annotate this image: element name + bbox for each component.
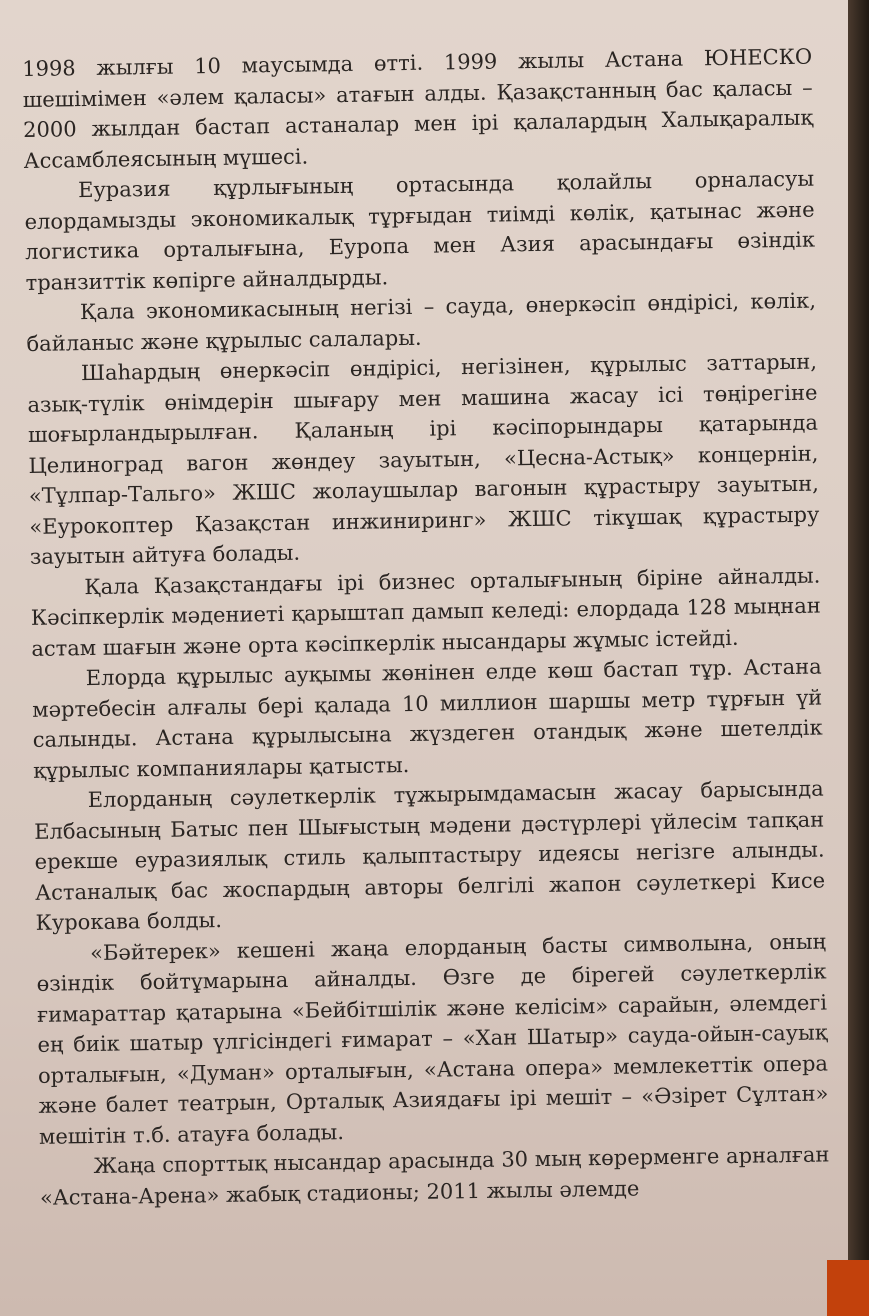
paragraph-1: 1998 жылғы 10 маусымда өтті. 1999 жылы Астана ЮНЕСКО шешімімен «әлем қаласы» атағын алды. Қазақстанның бас қаласы – 2000 жылдан бастап астаналар мен ірі қалалардың Халықаралық Ассамблеясының мүшесі. — [22, 44, 814, 173]
paragraph-7: Елорданың сәулеткерлік тұжырымдамасын жасау барысында Елбасының Батыс пен Шығыстың мәдени дәстүрлері үйлесім тапқан ерекше еуразиялық стиль қалыптастыру идеясы негізге алынды. Астаналық бас жоспардың авторы белгілі жапон сәулеткері Кисе Курокава болды. — [34, 776, 826, 935]
paragraph-2: Еуразия құрлығының ортасында қолайлы орналасуы елордамызды экономикалық тұрғыдан тиімді көлік, қатынас және логистика орталығына, Еуропа мен Азия арасындағы өзіндік транзиттік көпірге айналдырды. — [24, 166, 816, 295]
page-text — [22, 42, 830, 1213]
paragraph-4: Шаһардың өнеркәсіп өндірісі, негізінен, құрылыс заттарын, азық-түлік өнімдерін шығару мен машина жасау ісі төңірегіне шоғырландырылған. Қаланың ірі кәсіпорындары қатарында Целиноград вагон жөндеу зауытын, «Цесна-Астық» концернін, «Тұлпар-Тальго» ЖШС жолаушылар вагонын құрастыру зауытын, «Еурокоптер Қазақстан инжиниринг» ЖШС тікұшақ құрастыру зауытын айтуға болады. — [27, 349, 820, 569]
page-edge-shadow — [848, 0, 869, 1316]
paragraph-6: Елорда құрылыс ауқымы жөнінен елде көш бастап тұр. Астана мәртебесін алғалы бері қалада 10 миллион шаршы метр тұрғын үй салынды. Астана құрылысына жүздеген отандық және шетелдік құрылыс компаниялары қатысты. — [32, 654, 823, 783]
paragraph-5: Қала Қазақстандағы ірі бизнес орталығының біріне айналды. Кәсіпкерлік мәдениеті қарыштап дамып келеді: елордада 128 мыңнан астам шағын және орта кәсіпкерлік нысандары жұмыс істейді. — [30, 563, 821, 661]
paragraph-3: Қала экономикасының негізі – сауда, өнеркәсіп өндірісі, көлік, байланыс және құрылыс салалары. — [26, 288, 817, 356]
paragraph-9: Жаңа спорттық нысандар арасында 30 мың көрерменге арналған «Астана-Арена» жабық стадионы; 2011 жылы әлемде — [39, 1142, 830, 1210]
orange-corner-accent — [827, 1260, 869, 1316]
paragraph-8: «Бәйтерек» кешені жаңа елорданың басты символына, оның өзіндік бойтұмарына айналды. Өзге де бірегей сәулеткерлік ғимараттар қатарына «Бейбітшілік және келісім» сарайын, әлемдегі ең биік шатыр үлгісіндегі ғимарат – «Хан Шатыр» сауда-ойын-сауық орталығын, «Думан» орталығын, «Астана опера» мемлекеттік опера және балет театрын, Орталық Азиядағы ірі мешіт – «Әзірет Сұлтан» мешітін т.б. атауға болады. — [36, 928, 829, 1149]
